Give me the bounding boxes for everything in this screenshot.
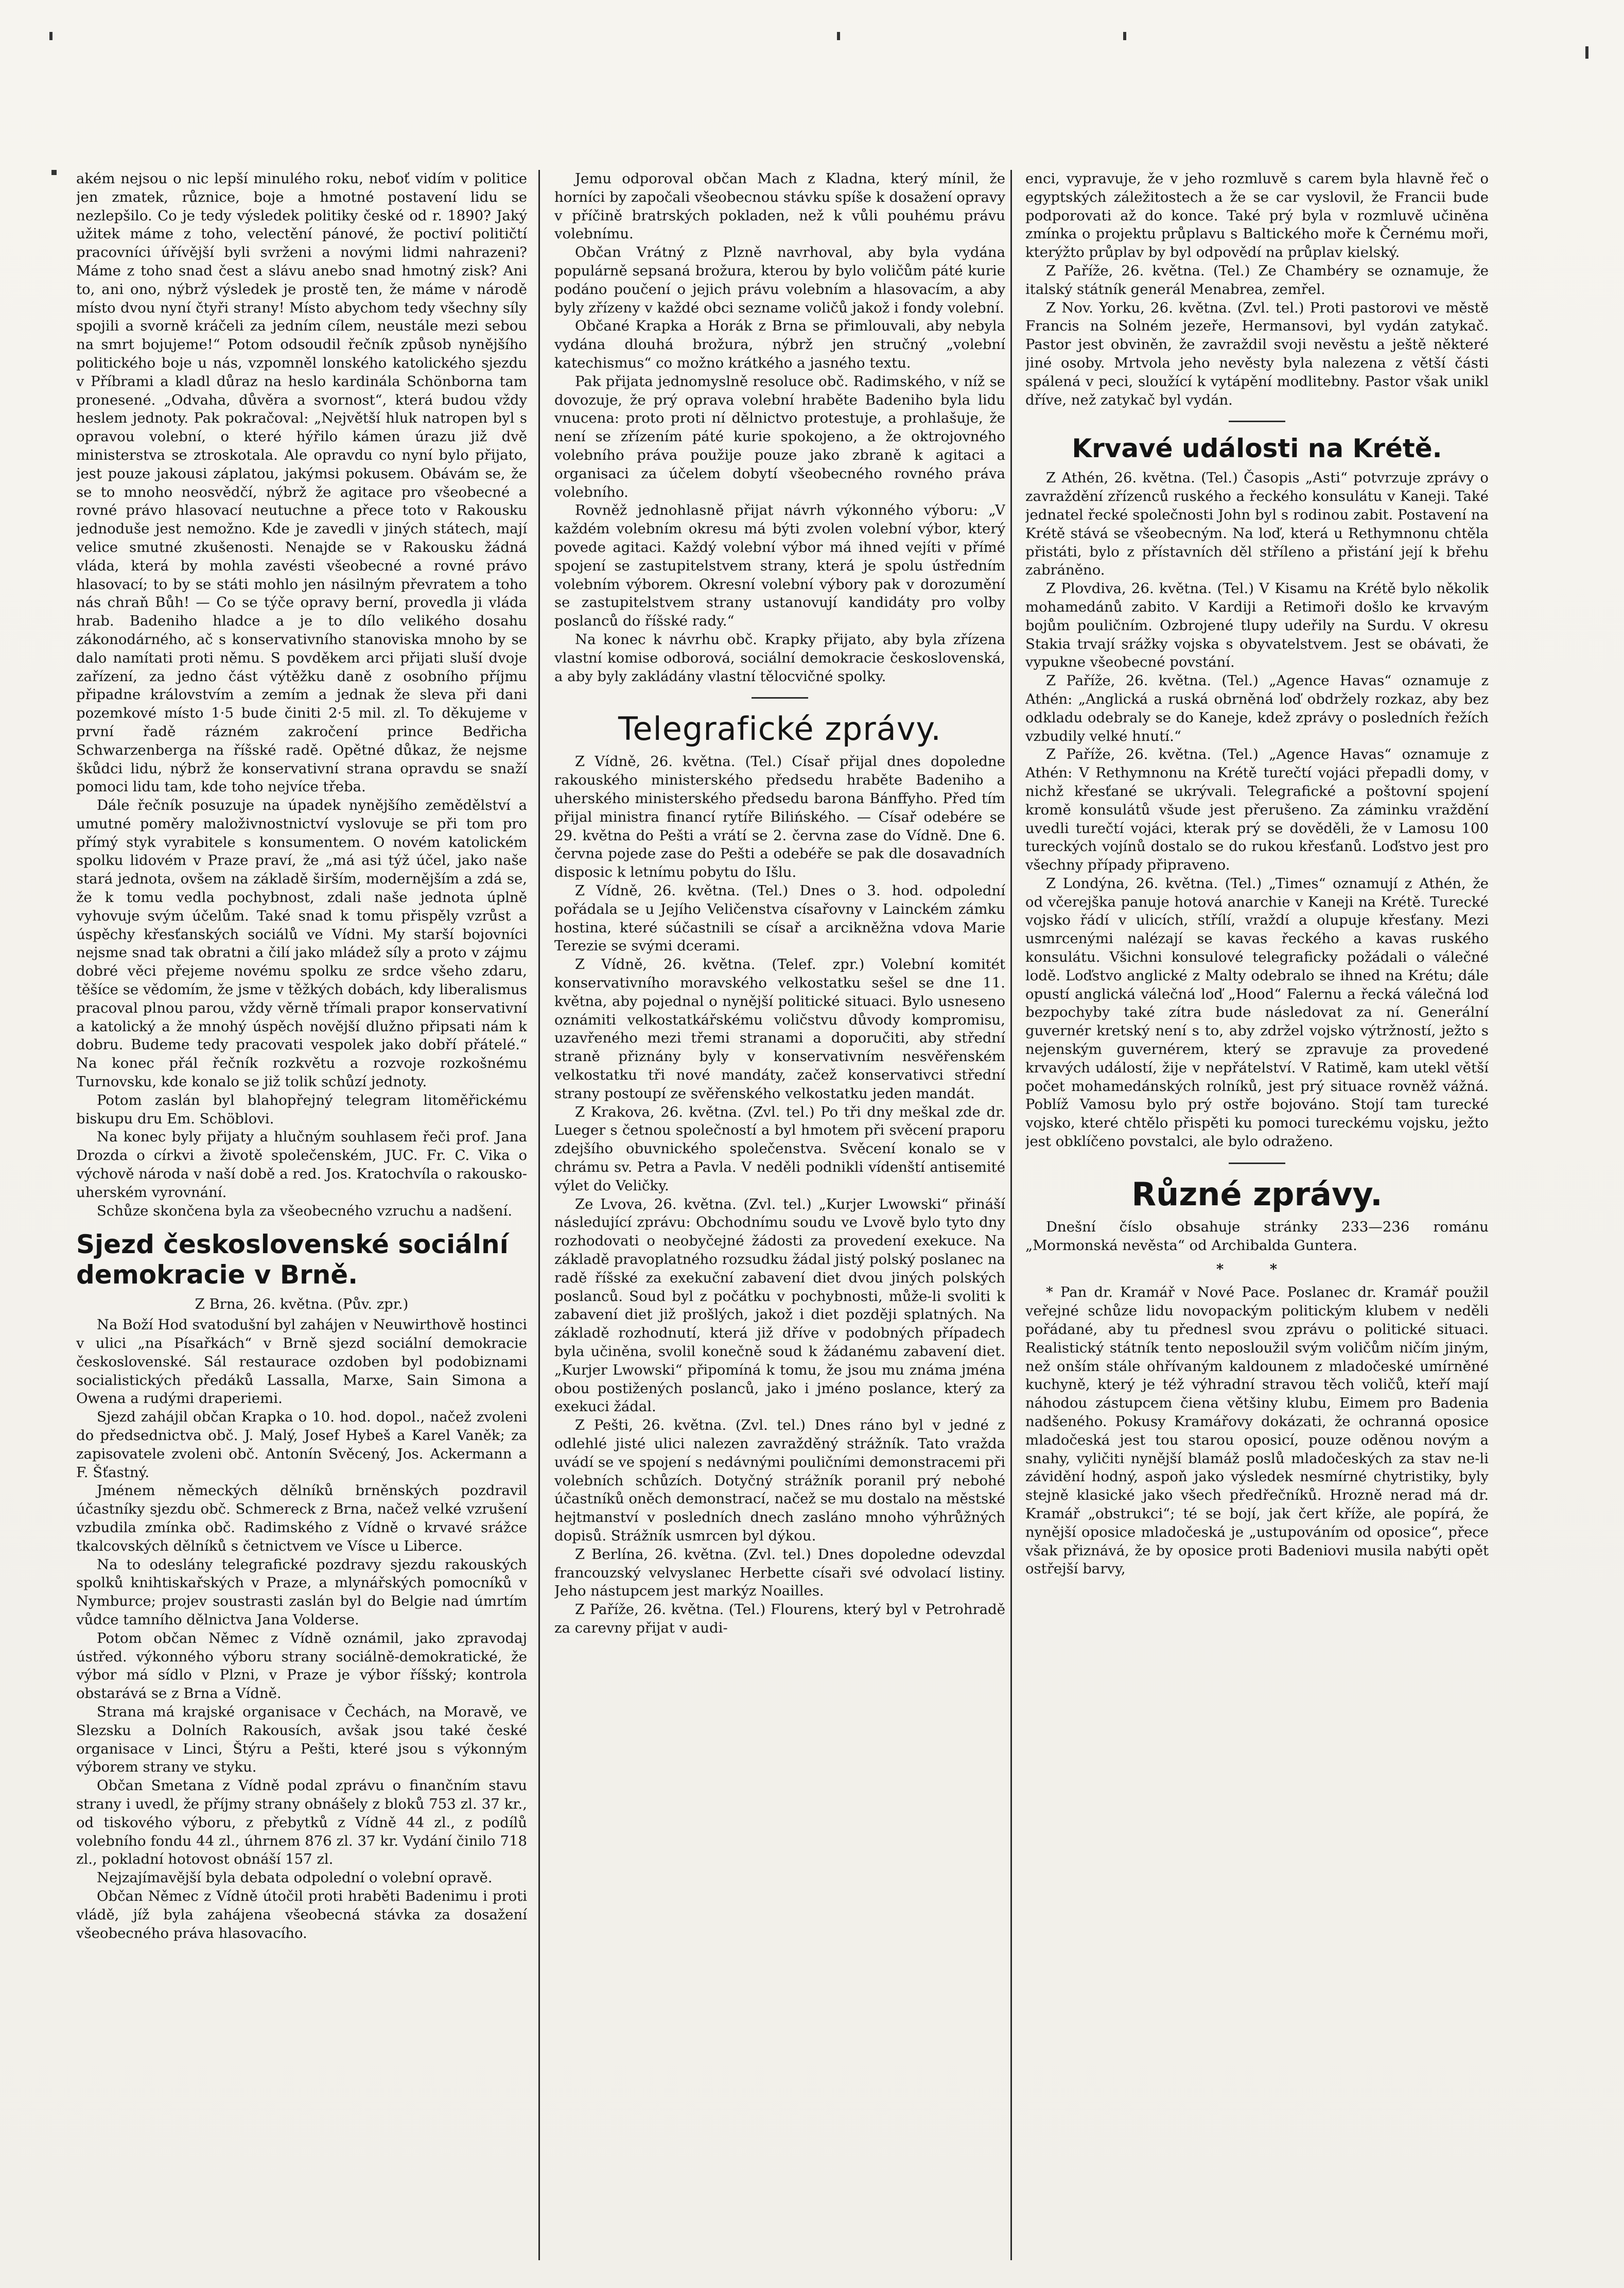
separator-rule xyxy=(1229,421,1285,422)
article-text: akém nejsou o nic lepší minulého roku, neboť vidím v politice jen zmatek, různice, boje a hmotné postavení lidu se nezlepšilo. Co je tedy výsledek politiky české od r. 1890? Jaký užitek máme z toho, velectění pánové, že poctiví političtí pracovníci úřívější byli svrženi a novými lidmi nahrazeni? Máme z toho snad čest a slávu anebo snad hmotný zisk? Ani to, ani ono, nýbrž výsledek je prostě ten, že máme v národě místo dvou nyní čtyři strany! Místo abychom tedy všechny síly spojili a svorně kráčeli za jedním cílem, neustále mezi sebou na smrt bojujeme!“ Potom odsoudil řečník způsob nynějšího politického boje u nás, vzpomněl lonského katolického sjezdu v Příbrami a kladl důraz na heslo kardinála Schönborna tam pronesené. „Odvaha, důvěra a svornost“, která budou vždy heslem jednoty. Pak pokračoval: „Největší hluk natropen byl s opravou volební, o které hýřilo kámen úrazu již dvě ministerstva se ztroskotala. Ale opravdu co nyní bylo přijato, jest pouze jakousi záplatou, jakýmsi pokusem. Obávám se, že se to mnoho neosvědčí, nýbrž že agitace pro všeobecné a rovné právo hlasovací neutuchne a přece toto v Rakousku jednoduše jest nemožno. Kde je zavedli v jiných státech, mají velice smutné zkušenosti. Nenajde se v Rakousku žádná vláda, která by mohla zavésti všeobecné a rovné právo hlasovací; to by se státi mohlo jen násilným převratem a toho nás chraň Bůh! — Co se týče opravy berní, provedla ji vláda hrab. Badeniho hladce a je to dílo velikého dosahu zákonodárného, ač s konservativního stanoviska mnoho by se dalo namítati proti němu. S povděkem arci přijati sluší dvoje zařízení, za jedno část výtěžku daně z osobního příjmu připadne královstvím a zemím a jednak že sleva při dani pozemkové místo 1·5 bude činiti 2·5 mil. zl. To děkujeme v první řadě rázném zakročení prince Bedřicha Schwarzenberga na říšské radě. Opětné důkaz, že nejsme škůdci lidu, nýbrž že konservativní strana opravdu se snaží pomoci lidu tam, kde toho nejvíce třeba. xyxy=(76,170,527,795)
asterisk-separator: * * xyxy=(1216,1260,1298,1277)
news-item: Z Vídně, 26. května. (Tel.) Dnes o 3. hod. odpolední pořádala se u Jejího Veličenstva císařovny v Lainckém zámku hostina, které súčastnili se císař a arcikněžna vdova Marie Terezie se svými dcerami. xyxy=(554,882,1005,955)
section-heading: Sjezd československé sociální demokracie v Brně. xyxy=(76,1229,509,1290)
column-middle xyxy=(554,170,1005,2260)
article-text: Sjezd zahájil občan Krapka o 10. hod. dopol., načež zvoleni do předsednictva obč. J. Malý, Josef Hybeš a Karel Vaněk; za zapisovatele zvoleni obč. Antonín Svěcený, Jos. Ackermann a F. Šťastný. xyxy=(76,1409,527,1481)
news-item: enci, vypravuje, že v jeho rozmluvě s carem byla hlavně řeč o egyptských záležitostech a že se car vyslovil, že Francii bude podporovati až do konce. Také prý byla v rozmluvě učiněna zmínka o projektu průplavu s Baltického moře k Černému moři, kterýžto průplav by byl odpovědí na průplav kielský. xyxy=(1025,170,1489,261)
column-right xyxy=(1025,170,1489,2260)
article-text: Na to odeslány telegrafické pozdravy sjezdu rakouských spolků knihtiskařských v Praze, a mlynářských pomocníků v Nymburce; projev soustrasti zaslán byl do Belgie nad úmrtím vůdce tamního dělnictva Jana Volderse. xyxy=(76,1556,527,1628)
news-item: Z Paříže, 26. května. (Tel.) Flourens, který byl v Petrohradě za carevny přijat v audi- xyxy=(554,1601,1005,1636)
article-text: Potom zaslán byl blahopřejný telegram litoměřickému biskupu dru Em. Schöblovi. xyxy=(76,1091,527,1127)
article-text: Potom občan Němec z Vídně oznámil, jako zpravodaj ústřed. výkonného výboru strany sociálně-demokratické, že výbor má sídlo v Plzni, v Praze je výbor říšský; kontrola obstarává se z Brna a Vídně. xyxy=(76,1630,527,1702)
print-mark xyxy=(49,32,53,40)
news-item: Z Paříže, 26. května. (Tel.) „Agence Havas“ oznamuje z Athén: V Rethymnonu na Krétě turečtí vojáci přepadli domy, v nichž křesťané se ukrývali. Telegrafické a poštovní spojení kromě konsulátů všude jest přerušeno. Za záminku vraždění uvedli turečtí vojáci, kterak prý se dověděli, že v Lamosu 100 tureckých vojínů dostalo se do rukou křesťanů. Loďstvo jest pro všechny případy připraveno. xyxy=(1025,746,1489,874)
news-item: Z Athén, 26. května. (Tel.) Časopis „Asti“ potvrzuje zprávy o zavraždění zřízenců ruského a řeckého konsulátu v Kaneji. Také jednatel řecké společnosti John byl s rodinou zabit. Postavení na Krétě stává se všeobecným. Na loď, která u Rethymnonu chtěla přistáti, bylo z přístavních děl stříleno a přistání její k břehu zabráněno. xyxy=(1025,470,1489,579)
article-text: Rovněž jednohlasně přijat návrh výkonného výboru: „V každém volebním okresu má býti zvolen volební výbor, který povede agitaci. Každý volební výbor má ihned vejíti v přímé spojení se zastupitelstvem strany, která je spolu ústředním volebním výborem. Okresní volební výbory pak v dorozumění se zastupitelstvem strany ustanovují kandidáty pro volby poslanců do říšské rady.“ xyxy=(554,502,1005,630)
news-item: Ze Lvova, 26. května. (Zvl. tel.) „Kurjer Lwowski“ přináší následující zprávu: Obchodnímu soudu ve Lvově bylo tyto dny rozhodovati o neobyčejné žádosti za provedení exekuce. Na základě pravoplatného rozsudku žádal jistý polský poslanec na radě říšské za exekuční zabavení diet dvou jiných polských poslanců. Soud byl z počátku v pochybnosti, může-li svoliti k zabavení diet již prošlých, jakož i diet později splatných. Na základě rozhodnutí, která již dříve v podobných případech byla učiněna, svolil konečně soud k žádanému zabavení diet. „Kurjer Lwowski“ připomíná k tomu, že jsou mu známa jména obou postižených poslanců, jako i jméno poslance, který za exekuci žádal. xyxy=(554,1195,1005,1415)
section-heading: Krvavé události na Krétě. xyxy=(1072,434,1442,464)
separator-rule xyxy=(1229,1163,1285,1164)
column-rule xyxy=(1010,170,1012,2260)
news-item: Z Pešti, 26. května. (Zvl. tel.) Dnes ráno byl v jedné z odlehlé jisté ulici nalezen zavražděný strážník. Tato vražda uvádí se ve spojení s nedávnými pouličními demonstracemi při volebních schůzích. Dotyčný strážník poranil prý nebohé účastníků oněch demonstrací, načež se mu dostalo na městské hejtmanství v posledních dnech zasláno mnoho výhrůžných dopisů. Strážník usmrcen byl dýkou. xyxy=(554,1417,1005,1544)
separator-rule xyxy=(752,697,808,699)
article-text: Na Boží Hod svatodušní byl zahájen v Neuwirthově hostinci v ulici „na Písařkách“ v Brně sjezd sociální demokracie československé. Sál restaurace ozdoben byl podobiznami socialistických předáků Lassalla, Marxe, Sain Simona a Owena a rudými draperiemi. xyxy=(76,1316,527,1407)
article-text: Nejzajímavější byla debata odpolední o volební opravě. xyxy=(97,1869,493,1886)
section-heading: Různé zprávy. xyxy=(1131,1175,1383,1213)
article-text: Občan Smetana z Vídně podal zprávu o finančním stavu strany i uvedl, že příjmy strany obnášely z bloků 753 zl. 37 kr., od tiskového výboru, z přebytků z Vídně 44 zl., z podílů volebního fondu 44 zl., úhrnem 876 zl. 37 kr. Vydání činilo 718 zl., pokladní hotovost obnáší 157 zl. xyxy=(76,1777,527,1868)
article-text: Na konec byly přijaty a hlučným souhlasem řeči prof. Jana Drozda o církvi a životě společenském, JUC. Fr. C. Vika o výchově národa v naší době a red. Jos. Kratochvíla o rakousko-uherském vyrovnání. xyxy=(76,1129,527,1201)
column-left xyxy=(76,170,527,2260)
print-mark xyxy=(51,170,57,175)
news-item: Z Vídně, 26. května. (Telef. zpr.) Volební komitét konservativního moravského velkostatku sešel se dne 11. května, aby pojednal o nynější politické situaci. Bylo usneseno oznámiti velkostatkářskému voličstvu důvody kompromisu, uzavřeného mezi třemi stranami a doporučiti, aby střední straně přiznány byly v konservativním nesvěřenském velkostatku tři nové mandáty, začež konservativci střední strany postoupí ze svěřenského velkostatku jeden mandát. xyxy=(554,956,1005,1102)
news-item: Z Vídně, 26. května. (Tel.) Císař přijal dnes dopoledne rakouského ministerského předsedu hraběte Badeniho a uherského ministerského předsedu barona Bánffyho. Před tím přijal ministra financí rytíře Bilińského. — Císař odebére se 29. května do Pešti a vrátí se 2. června zase do Vídně. Dne 6. června pojede zase do Pešti a odebéře se pak dle dosavadních disposic k letnímu pobytu do Išlu. xyxy=(554,753,1005,881)
article-text: Schůze skončena byla za všeobecného vzruchu a nadšení. xyxy=(97,1202,513,1219)
print-mark xyxy=(1585,46,1588,59)
article-text: Občan Němec z Vídně útočil proti hraběti Badenimu i proti vládě, jíž byla zahájena všeobecná stávka za dosažení všeobecného práva hlasovacího. xyxy=(76,1887,527,1942)
article-text: Dále řečník posuzuje na úpadek nynějšího zemědělství a umutné poměry maloživnostnictví vyslovuje se při tom pro přímý styk vyrabitele s konsumentem. O novém katolickém spolku lidovém v Praze praví, že „má asi týž účel, jako naše stará jednota, ovšem na základě širším, modernějším a zdá se, že k tomu vedla pochybnost, zdali naše jednota úplně vyhovuje svým účelům. Také snad k tomu přispěly vzrůst a úspěchy křesťanských sociálů ve Vídni. My starší bojovníci nejsme snad tak obratni a čilí jako mládež síly a proto v zájmu dobré věci přejeme novému spolku ze srdce všeho zdaru, těšíce se vědomím, že jsme v těžkých dobách, kdy liberalismus pracoval plnou parou, vždy věrně třímali prapor konservativní a katolický a že mnohý úspěch novější dlužno připsati nám k dobru. Budeme tedy pracovati vespolek jako dobří přátelé.“ Na konec přál řečník rozkvětu a rozvoje rozkošnému Turnovsku, kde konalo se již tolik schůzí jednoty. xyxy=(76,797,527,1090)
news-item: Z Paříže, 26. května. (Tel.) Ze Chambéry se oznamuje, že italský státník generál Menabrea, zemřel. xyxy=(1025,262,1489,298)
print-mark xyxy=(1123,32,1126,40)
article-text: Občané Krapka a Horák z Brna se přimlouvali, aby nebyla vydána dlouhá brožura, nýbrž jen stručný „volební katechismus“ co možno krátkého a jasného textu. xyxy=(554,318,1005,371)
article-text: Na konec k návrhu obč. Krapky přijato, aby byla zřízena vlastní komise odborová, sociální demokracie československá, a aby byly zakládány vlastní tělocvičné spolky. xyxy=(554,631,1005,685)
news-item: * Pan dr. Kramář v Nové Pace. Poslanec dr. Kramář použil veřejné schůze lidu novopackým politickým klubem v neděli pořádané, aby tu přednesl svou zprávu o politické situaci. Realistický státník tento neposloužil svým voličům ničím jiným, než onším stále ohřívaným kaldounem z mladočeské umírněné kuchyně, který je též výhradní stravou těch voličů, kteří mají náhodou zástupcem čiena většiny klubu, Eimem pro Badenia nadšeného. Pokusy Kramářovy dokázati, že ochranná oposice mladočeská jest tou starou oposicí, pouze oděnou novým a snahy, vyličiti nynější blamáž poslů mladočeských za stav ne-li závidění hodný, aspoň jako výsledek nesmírné chytristiky, byly stejně klasické jako všech předřečníků. Hrozně nerad má dr. Kramář „obstrukci“; té se bojí, jak čert kříže, ale popírá, že nynější oposice mladočeská je „ustupováním od oposice“, přece však přiznává, že by oposice proti Badeniovi musila nabýti opět ostřejší barvy, xyxy=(1025,1284,1489,1578)
print-mark xyxy=(837,32,840,40)
article-text: Občan Vrátný z Plzně navrhoval, aby byla vydána populárně sepsaná brožura, kterou by bylo voličům páté kurie podáno poučení o jejich právu volebním a hlasovacím, a aby byly zřízeny v každé obci sezname voličů jakož i fondy volební. xyxy=(554,244,1005,316)
article-text: Jménem německých dělníků brněnských pozdravil účastníky sjezdu obč. Schmereck z Brna, načež velké vzrušení vzbudila zmínka obč. Radimského z Vídně o krvavé srážce tkalcovských dělníků s četnictvem ve Vísce u Liberce. xyxy=(76,1482,527,1554)
news-item: Z Paříže, 26. května. (Tel.) „Agence Havas“ oznamuje z Athén: „Anglická a ruská obrněná loď obdržely rozkaz, aby bez odkladu odebraly se do Kaneje, kdež zprávy o posledních řežích vzbudily velké hnutí.“ xyxy=(1025,672,1489,744)
news-item: Z Plovdiva, 26. května. (Tel.) V Kisamu na Krétě bylo několik mohamedánů zabito. V Kardiji a Retimoři došlo ke krvavým bojům pouličním. Ozbrojené tlupy udeřily na Surdu. V okresu Stakia trvají srážky vojska s obyvatelstvem. Jest se obávati, že vypukne všeobecné povstání. xyxy=(1025,580,1489,671)
article-text: Jemu odporoval občan Mach z Kladna, který mínil, že horníci by započali všeobecnou stávku spíše k dosažení opravy v příčině bratrských pokladen, než k vůli pouhému právu volebnímu. xyxy=(554,170,1005,242)
news-item: Z Nov. Yorku, 26. května. (Zvl. tel.) Proti pastorovi ve městě Francis na Solném jezeře, Hermansovi, byl vydán zatykač. Pastor jest obviněn, že zavraždil svoji nevěstu a ještě některé jiné osoby. Mrtvola jeho nevěsty byla nalezena z větší části spálená v peci, sloužící k vytápění modlitebny. Pastor však unikl dříve, než zatykač byl vydán. xyxy=(1025,299,1489,408)
news-item: Z Londýna, 26. května. (Tel.) „Times“ oznamují z Athén, že od včerejška panuje hotová anarchie v Kaneji na Krétě. Turecké vojsko řádí v ulicích, střílí, vraždí a olupuje křesťany. Mezi usmrcenými nalézají se kavas řeckého a kavas ruského konsulátu. Všichni konsulové telegraficky požádali o válečné lodě. Loďstvo anglické z Malty odebralo se ihned na Krétu; dále opustí anglická válečná loď „Hood“ Falernu a řecká válečná loď bezpochyby také zítra bude následovat za ní. Generální guvernér kretský není s to, aby zdržel vojsko výtržností, ježto s nejenským guvernérem, který se zpravuje za provedené krvavých událostí, žije v nepřátelství. V Ratimě, kam utekl větší počet mohamedánských rolníků, jest prý situace rovněž vážná. Poblíž Vamosu bylo prý ostře bojováno. Stojí tam turecké vojsko, které chtělo přispěti ku pomoci tureckému vojsku, ježto jest obklíčeno povstalci, ale bylo odraženo. xyxy=(1025,875,1489,1150)
column-rule xyxy=(538,170,540,2260)
section-heading: Telegrafické zprávy. xyxy=(618,710,941,748)
dateline: Z Brna, 26. května. (Pův. zpr.) xyxy=(195,1296,409,1313)
news-item: Dnešní číslo obsahuje stránky 233—236 románu „Mormonská nevěsta“ od Archibalda Guntera. xyxy=(1025,1219,1489,1254)
article-text: Pak přijata jednomyslně resoluce obč. Radimského, v níž se dovozuje, že prý oprava volební hraběte Badeniho byla lidu vnucena: proto proti ní dělnictvo protestuje, a prohlašuje, že není se zřízením páté kurie spokojeno, a že oktrojovného volebního práva použije pouze jako zbraně k agitaci a organisaci za účelem dobytí všeobecného rovného práva volebního. xyxy=(554,373,1005,500)
news-item: Z Berlína, 26. května. (Zvl. tel.) Dnes dopoledne odevzdal francouzský velvyslanec Herbette císaři své odvolací listiny. Jeho nástupcem jest markýz Noailles. xyxy=(554,1546,1005,1600)
news-item: Z Krakova, 26. května. (Zvl. tel.) Po tři dny meškal zde dr. Lueger s četnou společností a byl hmotem při svěcení praporu zdejšího obuvnického společenstva. Svěcení konalo se v chrámu sv. Petra a Pavla. V neděli podnikli vídenští antisemité výlet do Veličky. xyxy=(554,1103,1005,1194)
article-text: Strana má krajské organisace v Čechách, na Moravě, ve Slezsku a Dolních Rakousích, avšak jsou také české organisace v Linci, Štýru a Pešti, které jsou s výkonným výborem strany ve styku. xyxy=(76,1703,527,1776)
